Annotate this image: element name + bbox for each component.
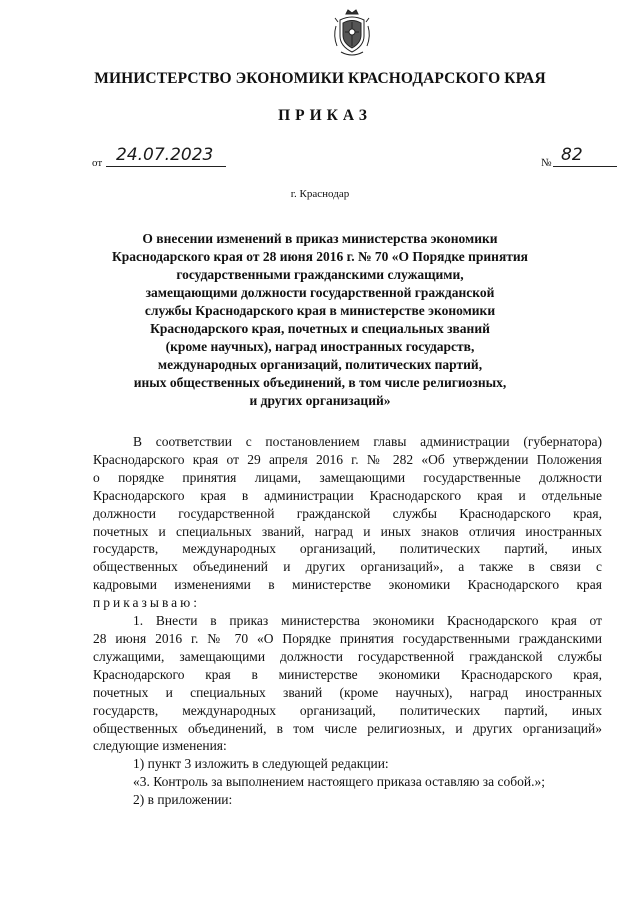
body-line: кадровыми изменениями в министерстве экономики Краснодарского края xyxy=(93,577,602,593)
date-label: от xyxy=(92,157,103,169)
body-line: «3. Контроль за выполнением настоящего приказа оставляю за собой.»; xyxy=(133,774,545,790)
city-name: г. Краснодар xyxy=(290,188,350,200)
order-subject xyxy=(90,230,550,410)
body-line: государств, международных организаций, политических партий, иных xyxy=(93,702,602,718)
body-line: приказываю: xyxy=(93,595,200,611)
body-line: почетных и специальных званий (кроме научных), наград иностранных xyxy=(93,684,602,700)
body-line: Краснодарского края от 29 апреля 2016 г. № 282 «Об утверждении Положения xyxy=(93,451,602,467)
subject-line: Краснодарского края, почетных и специальных званий xyxy=(150,321,490,336)
subject-line: государственными гражданскими служащими, xyxy=(176,267,464,282)
order-number: 82 xyxy=(553,144,617,167)
subject-line: международных организаций, политических партий, xyxy=(157,357,483,372)
body-line: должности государственной гражданской службы Краснодарского края, xyxy=(93,505,602,521)
krasnodar-coat-of-arms-icon xyxy=(331,8,373,58)
body-line: 1. Внести в приказ министерства экономики Краснодарского края от xyxy=(133,613,602,629)
order-body xyxy=(93,433,602,809)
subject-line: (кроме научных), наград иностранных государств, xyxy=(165,339,475,354)
body-line: Краснодарского края в министерстве экономики Краснодарского края, xyxy=(93,666,602,682)
body-line: Краснодарского края в администрации Краснодарского края и отдельные xyxy=(93,487,602,503)
subject-line: и других организаций» xyxy=(249,393,391,408)
body-line: следующие изменения: xyxy=(93,738,227,754)
body-line: служащими, замещающими должности государственной гражданской службы xyxy=(93,648,602,664)
ministry-name: МИНИСТЕРСТВО ЭКОНОМИКИ КРАСНОДАРСКОГО КРАЯ xyxy=(94,70,546,87)
body-line: почетных и специальных званий, наград и иных знаков отличия иностранных xyxy=(93,523,602,539)
body-line: В соответствии с постановлением главы администрации (губернатора) xyxy=(133,434,602,449)
body-line: общественных объединений и других организаций», а также в связи с xyxy=(93,559,602,575)
body-line: 1) пункт 3 изложить в следующей редакции: xyxy=(133,756,389,772)
subject-line: Краснодарского края от 28 июня 2016 г. № 70 «О Порядке принятия xyxy=(112,249,528,264)
body-line: 2) в приложении: xyxy=(133,792,233,808)
document-type-title: ПРИКАЗ xyxy=(278,107,372,124)
order-date: 24.07.2023 xyxy=(106,144,226,167)
number-label: № xyxy=(541,157,552,169)
subject-line: службы Краснодарского края в министерстве экономики xyxy=(144,303,496,318)
body-line: общественных объединений, в том числе религиозных, и других организаций» xyxy=(93,720,602,736)
subject-line: иных общественных объединений, в том числе религиозных, xyxy=(133,375,507,390)
body-line: о порядке принятия лицами, замещающими государственные должности xyxy=(93,469,602,485)
body-line: государств, международных организаций, политических партий, иных xyxy=(93,541,602,557)
subject-line: О внесении изменений в приказ министерства экономики xyxy=(142,231,498,246)
subject-line: замещающими должности государственной гражданской xyxy=(145,285,495,300)
body-line: 28 июня 2016 г. № 70 «О Порядке принятия государственными гражданскими xyxy=(93,630,602,646)
